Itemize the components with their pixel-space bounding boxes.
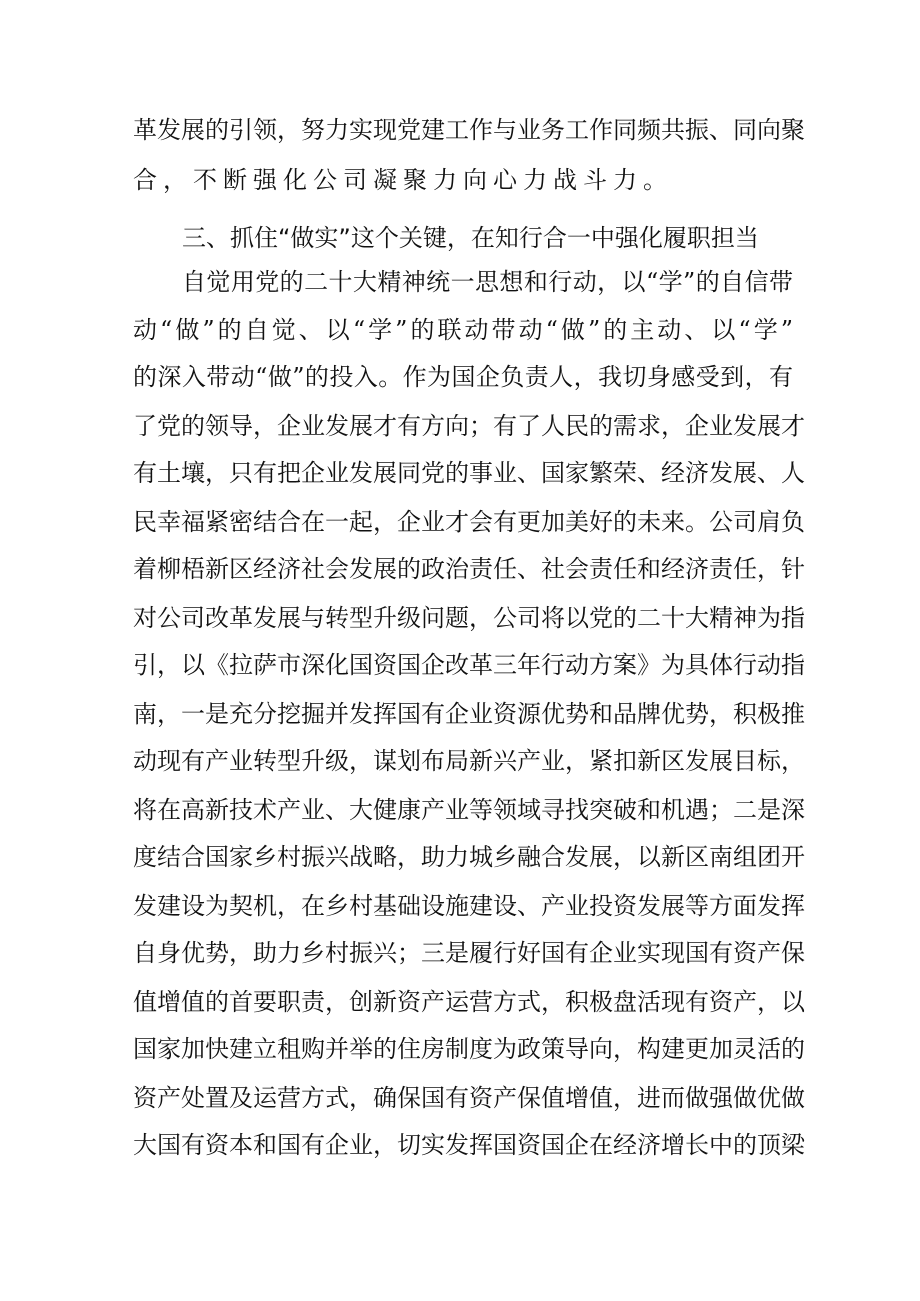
paragraph-line-first: 自觉用党的二十大精神统一思想和行动，以“学”的自信带: [182, 268, 793, 296]
paragraph-line: 自身优势，助力乡村振兴；三是履行好国有企业实现国有资产保: [133, 939, 805, 967]
paragraph-line: 动“做”的自觉、以“学”的联动带动“做”的主动、以“学”: [133, 316, 793, 344]
paragraph-line: 着柳梧新区经济社会发展的政治责任、社会责任和经济责任，针: [133, 555, 805, 583]
paragraph-line: 值增值的首要职责，创新资产运营方式，积极盘活现有资产，以: [133, 988, 805, 1016]
paragraph-line: 南，一是充分挖掘并发挥国有企业资源优势和品牌优势，积极推: [133, 700, 805, 728]
paragraph-line: 资产处置及运营方式，确保国有资产保值增值，进而做强做优做: [133, 1084, 805, 1112]
paragraph-line: 度结合国家乡村振兴战略，助力城乡融合发展，以新区南组团开: [133, 843, 805, 871]
paragraph-line: 的深入带动“做”的投入。作为国企负责人，我切身感受到，有: [133, 363, 793, 391]
section-heading: 三、抓住“做实”这个关键，在知行合一中强化履职担当: [182, 224, 759, 252]
paragraph-line: 大国有资本和国有企业，切实发挥国资国企在经济增长中的顶梁: [133, 1131, 805, 1159]
paragraph-line: 对公司改革发展与转型升级问题，公司将以党的二十大精神为指: [133, 604, 805, 632]
paragraph-line: 国家加快建立租购并举的住房制度为政策导向，构建更加灵活的: [133, 1035, 805, 1063]
paragraph-line: 将在高新技术产业、大健康产业等领域寻找突破和机遇；二是深: [133, 796, 805, 824]
paragraph-line: 动现有产业转型升级，谋划布局新兴产业，紧扣新区发展目标，: [133, 747, 805, 775]
paragraph-line: 有土壤，只有把企业发展同党的事业、国家繁荣、经济发展、人: [133, 459, 805, 487]
paragraph-line: 革发展的引领，努力实现党建工作与业务工作同频共振、同向聚: [133, 116, 805, 144]
paragraph-line: 合，不断强化公司凝聚力向心力战斗力。: [133, 166, 673, 194]
paragraph-line: 民幸福紧密结合在一起，企业才会有更加美好的未来。公司肩负: [133, 508, 805, 536]
paragraph-line: 引，以《拉萨市深化国资国企改革三年行动方案》为具体行动指: [133, 651, 805, 679]
paragraph-line: 发建设为契机，在乡村基础设施建设、产业投资发展等方面发挥: [133, 892, 805, 920]
paragraph-line: 了党的领导，企业发展才有方向；有了人民的需求，企业发展才: [133, 412, 805, 440]
